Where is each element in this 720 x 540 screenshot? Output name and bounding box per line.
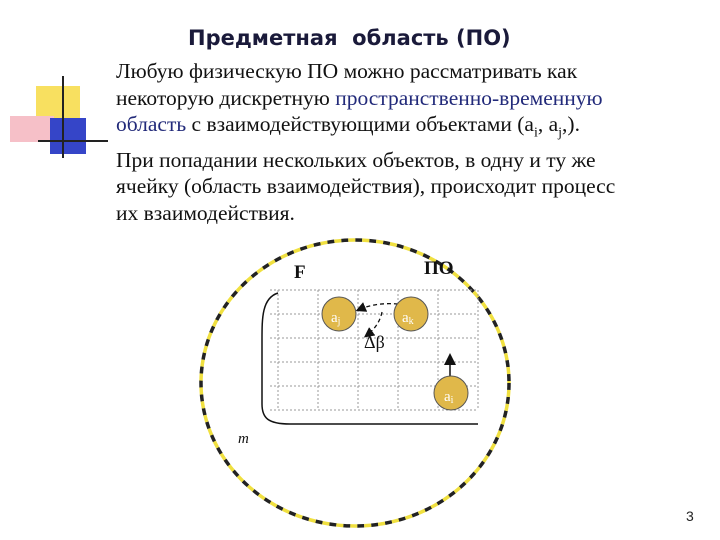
object-main-label: a: [444, 389, 451, 405]
page-number: 3: [686, 508, 694, 524]
object-sub-label: j: [337, 316, 341, 327]
text-segment: их взаимодействия.: [116, 200, 295, 225]
text-segment: i: [533, 125, 538, 141]
object-sub-label: k: [408, 316, 414, 327]
highlighted-text: область: [116, 112, 187, 136]
object-ak: [394, 297, 428, 331]
arrow-ak-to-aj: [358, 304, 398, 310]
axis-y-label: F: [294, 262, 306, 283]
text-segment: ,).: [562, 112, 580, 136]
delta-label: Δβ: [364, 332, 385, 352]
object-sub-label: i: [450, 395, 454, 406]
object-aj: [322, 297, 356, 331]
slide-title: Предметная область (ПО): [188, 26, 511, 50]
highlighted-text: пространственно-временную: [335, 85, 603, 110]
object-ai: [434, 376, 468, 410]
axis-x-label: m: [238, 431, 249, 447]
object-main-label: a: [331, 310, 338, 326]
object-main-label: a: [402, 310, 409, 326]
text-segment: ячейку (область взаимодействия), происходит процесс: [116, 174, 616, 199]
text-segment: При попадании нескольких объектов, в одну и ту же: [116, 147, 596, 172]
text-segment: j: [558, 125, 563, 141]
region-label: ПО: [424, 258, 454, 279]
text-segment: с взаимодействующими объектами (a: [186, 112, 534, 136]
text-segment: некоторую дискретную: [116, 85, 336, 110]
text-segment: Любую физическую ПО можно рассматривать как: [116, 59, 578, 83]
text-segment: , a: [537, 112, 559, 136]
